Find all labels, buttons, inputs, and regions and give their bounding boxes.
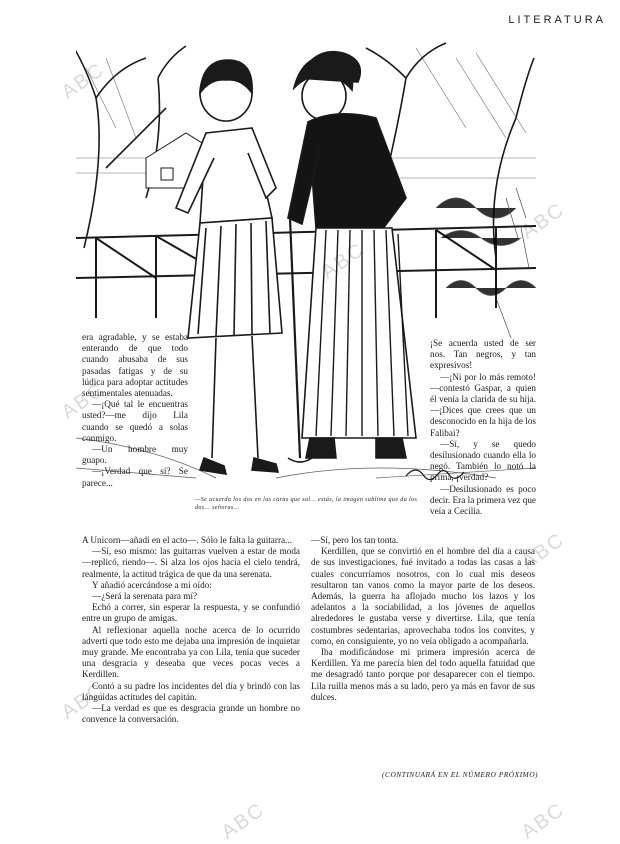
watermark: ABC: [217, 798, 269, 844]
paragraph: —Sí, eso mismo: las guitarras vuelven a estar de moda—replicó, riendo—. Si alza los ojos hacia el cielo tendrá, realmente, la actitud trágica de que da una serenata.: [82, 546, 300, 579]
left-top-fragment: [82, 332, 188, 522]
paragraph: A Unicorn—añadí en el acto—. Sólo le falta la guitarra...: [82, 535, 292, 545]
paragraph: era agradable, y se estaba enterando de que todo cuando abusaba de sus pasadas fatigas y de su lúdica para adoptar actitudes sentimentales atenuadas.: [82, 332, 188, 399]
watermark: ABC: [517, 198, 569, 244]
paragraph: —Sí, pero los tan tonta.: [311, 535, 399, 545]
right-column: [311, 535, 535, 775]
paragraph: —Un hombre muy guapo.: [82, 444, 188, 466]
watermark: ABC: [57, 378, 109, 424]
paragraph: —¡Qué tal le encuentras usted?—me dijo Lila cuando se quedó a solas conmigo.: [82, 399, 188, 443]
paragraph: —La verdad es que es desgracia grande un hombre no convence la conversación.: [82, 703, 300, 725]
watermark: ABC: [57, 58, 109, 104]
paragraph: Y añadió acercándose a mi oído:: [92, 579, 212, 590]
section-header: LITERATURA: [508, 14, 606, 26]
paragraph: —¡Verdad que sí? Se parece...: [82, 466, 188, 488]
paragraph: Iba modificándose mi primera impresión acerca de Kerdillen. Ya me parecía bien del todo aquella fatuidad que me desagradó tanto porque por desaparecer con el tiempo. Lila ruilla menos más a su lado, pero ya más en favor de sus dulces.: [311, 647, 535, 702]
paragraph: Al reflexionar aquella noche acerca de lo ocurrido advertí que todo esto me dejaba una impresión de inquietar muy grande. Me encontraba ya con Lila, tenía que suceder una desgracia y deseaba que veces pocas veces a Kerdillen.: [82, 624, 300, 680]
paragraph: ¡Se acuerda usted de ser nos. Tan negros, y tan expresivos!: [430, 338, 536, 371]
paragraph: —Sí, y se quedo desilusionado cuando ella lo negó. También lo notó la prima, ¡verdad?: [430, 438, 536, 483]
paragraph: —¡Ni por lo más remoto!—contestó Gaspar, a quien él venía la clarida de su hija.—¡Dices que crees que un desconocido en la hija de los Falibai?: [430, 371, 536, 438]
right-top-fragment: [430, 338, 536, 543]
paragraph: Echó a correr, sin esperar la respuesta, y se confundió entre un grupo de amigas.: [82, 602, 300, 624]
paragraph: —¿Será la serenata para mí?: [92, 591, 198, 602]
left-column: [82, 535, 300, 775]
paragraph: Kerdillen, que se convirtió en el hombre del día a causa de sus investigaciones, fué invitado a todas las casas a las cuales concurríamos nosotros, con lo cual mis deseos resultaron tan vanos como la mayor parte de los deseos. Además, la guerra ha aflojado mucho los lazos y los adelantos a la sociabilidad, a los jóvenes de aquellos alrededores le gustaba verse y divertirse. Lila, que tenía costumbres sedentarias, aprovechaba todos los convites, y como, en consiguiente, yo no veía obligado a acompañarla.: [311, 546, 535, 646]
watermark: ABC: [57, 678, 109, 724]
paragraph: Contó a su padre los incidentes del día y brindó con las lánguidas actitudes del capitán.: [82, 680, 300, 702]
watermark: ABC: [517, 528, 569, 574]
watermark: ABC: [517, 798, 569, 844]
paragraph: —Desilusionado es poco decir. Era la primera vez que veía a Cecilia.: [430, 483, 536, 517]
illustration-caption: —Se acuerda los dos en las caras que sal... estás, la imagen sublime que da los dos... señoras...: [195, 497, 418, 511]
continued-note: (CONTINUARÁ EN EL NÚMERO PRÓXIMO): [382, 770, 538, 779]
